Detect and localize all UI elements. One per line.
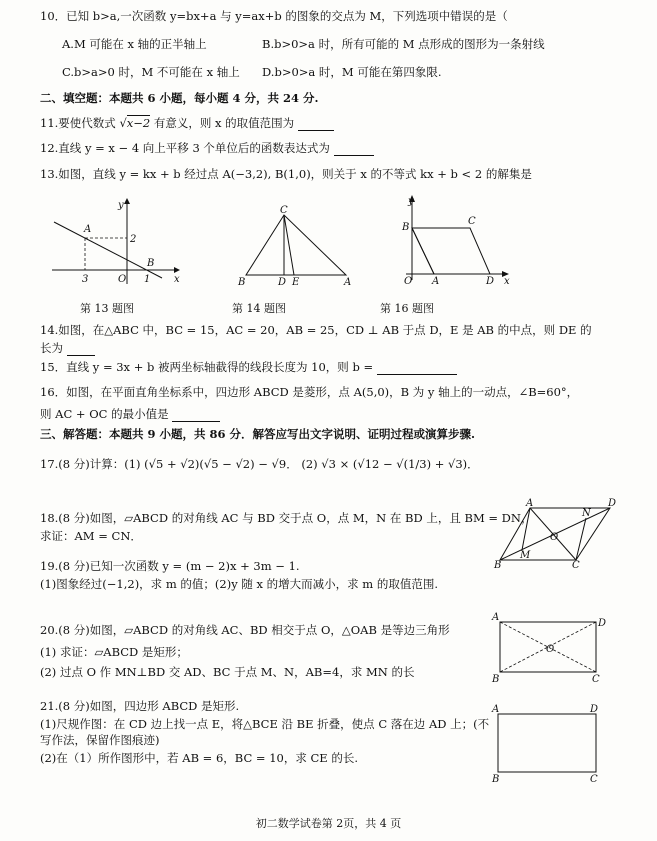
q12-text: 12.直线 y = x − 4 向上平移 3 个单位后的函数表达式为 bbox=[40, 141, 330, 155]
fig16-caption: 第 16 题图 bbox=[380, 302, 434, 315]
q10-option-b: B.b>0>a 时，所有可能的 M 点形成的图形为一条射线 bbox=[262, 37, 545, 51]
q14-line2-text: 长为 bbox=[40, 341, 63, 355]
figure-16 bbox=[398, 194, 513, 286]
fig21-label-a: A bbox=[492, 704, 500, 715]
fig13-label-x: x bbox=[174, 274, 180, 285]
fig16-label-d: D bbox=[486, 276, 495, 287]
q21-line3: 写作法，保留作图痕迹) bbox=[40, 733, 160, 747]
q11 bbox=[40, 115, 334, 131]
q11-post: 有意义，则 x 的取值范围为 bbox=[153, 116, 295, 130]
q13: 13.如图，直线 y = kx + b 经过点 A(−3,2), B(1,0)，则关于 x 的不等式 kx + b < 2 的解集是 bbox=[40, 167, 532, 181]
page-footer: 初二数学试卷第 2页，共 4 页 bbox=[255, 817, 402, 830]
q14-blank bbox=[67, 344, 95, 356]
fig16-label-o: O bbox=[404, 276, 413, 287]
q19-line2: (1)图象经过(−1,2)，求 m 的值；(2)y 随 x 的增大而减小，求 m 的取值范围. bbox=[40, 577, 439, 591]
q15-text: 15．直线 y = 3x + b 被两坐标轴截得的线段长度为 10，则 b = bbox=[40, 360, 374, 374]
fig13-tick-3: 3 bbox=[82, 274, 89, 285]
fig14-label-a: A bbox=[344, 277, 352, 288]
q12 bbox=[40, 140, 374, 156]
q10-option-d: D.b>0>a 时，M 可能在第四象限. bbox=[262, 65, 442, 79]
q16-blank bbox=[172, 410, 220, 422]
fig16-rhombus bbox=[412, 228, 490, 274]
q20-line2: (1) 求证：▱ABCD 是矩形； bbox=[40, 645, 188, 659]
fig20-label-a: A bbox=[492, 612, 500, 623]
fig20-label-b: B bbox=[492, 674, 500, 685]
q19-line1: 19.(8 分)已知一次函数 y = (m − 2)x + 3m − 1. bbox=[40, 559, 300, 573]
q21-line1: 21.(8 分)如图，四边形 ABCD 是矩形. bbox=[40, 699, 240, 713]
fig13-label-a: A bbox=[84, 224, 92, 235]
fig20-label-o: O bbox=[546, 644, 555, 655]
q21-line4: (2)在（1）所作图形中，若 AB = 6，BC = 10，求 CE 的长. bbox=[40, 751, 358, 765]
section-3-heading: 三、解答题：本题共 9 小题，共 86 分．解答应写出文字说明、证明过程或演算步骤. bbox=[40, 427, 476, 441]
fig14-label-d: D bbox=[278, 277, 287, 288]
figure-18 bbox=[496, 500, 621, 570]
q16-line1: 16．如图，在平面直角坐标系中，四边形 ABCD 是菱形，点 A(5,0)，B 为 y 轴上的一动点，∠B=60°， bbox=[40, 385, 579, 399]
section-2-heading: 二、填空题：本题共 6 小题，每小题 4 分，共 24 分. bbox=[40, 91, 319, 105]
q20-line1: 20.(8 分)如图，▱ABCD 的对角线 AC、BD 相交于点 O，△OAB 是等边三角形 bbox=[40, 623, 450, 637]
fig13-label-y: y bbox=[118, 200, 124, 211]
q10-stem: 10．已知 b>a,一次函数 y=bx+a 与 y=ax+b 的图象的交点为 M，下列选项中错误的是（ bbox=[40, 9, 508, 23]
fig14-caption: 第 14 题图 bbox=[232, 302, 286, 315]
q18-line1: 18.(8 分)如图，▱ABCD 的对角线 AC 与 BD 交于点 O，点 M，N 在 BD 上，且 BM = DN， bbox=[40, 511, 533, 525]
fig16-label-b: B bbox=[402, 222, 410, 233]
fig14-triangle bbox=[246, 215, 346, 275]
fig18-label-b: B bbox=[494, 560, 502, 571]
q14-line2 bbox=[40, 340, 95, 356]
q18-line2: 求证：AM = CN． bbox=[40, 529, 142, 543]
fig14-label-c: C bbox=[280, 205, 288, 216]
q11-radical: √x−2 bbox=[119, 116, 151, 130]
figure-21 bbox=[490, 704, 605, 784]
fig14-label-b: B bbox=[238, 277, 246, 288]
figure-13 bbox=[52, 196, 182, 286]
fig18-label-c: C bbox=[572, 560, 580, 571]
q15-blank bbox=[377, 363, 457, 375]
q12-blank bbox=[334, 144, 374, 156]
fig13-tick-1: 1 bbox=[144, 274, 151, 285]
figure-14 bbox=[236, 205, 356, 288]
fig13-label-o: O bbox=[118, 274, 127, 285]
fig16-label-c: C bbox=[468, 216, 476, 227]
fig18-label-d: D bbox=[608, 498, 617, 509]
fig16-label-x: x bbox=[504, 276, 510, 287]
fig13-label-b: B bbox=[147, 258, 155, 269]
fig18-label-o: O bbox=[550, 532, 559, 543]
fig16-label-a: A bbox=[432, 276, 440, 287]
q11-blank bbox=[298, 119, 334, 131]
fig21-label-b: B bbox=[492, 774, 500, 785]
fig18-label-n: N bbox=[582, 508, 591, 519]
fig13-tick-2: 2 bbox=[130, 234, 137, 245]
fig20-label-c: C bbox=[592, 674, 600, 685]
q10-option-c: C.b>a>0 时，M 不可能在 x 轴上 bbox=[62, 65, 240, 79]
q14-line1: 14.如图，在△ABC 中，BC = 15，AC = 20，AB = 25，CD ⊥ AB 于点 D，E 是 AB 的中点，则 DE 的 bbox=[40, 323, 592, 337]
fig21-label-c: C bbox=[590, 774, 598, 785]
q20-line3: (2) 过点 O 作 MN⊥BD 交 AD、BC 于点 M、N，AB=4，求 MN 的长 bbox=[40, 665, 415, 679]
fig14-label-e: E bbox=[292, 277, 300, 288]
figure-20 bbox=[490, 612, 607, 685]
fig21-rectangle bbox=[498, 714, 596, 772]
q16-line2-text: 则 AC + OC 的最小值是 bbox=[40, 407, 169, 421]
q15 bbox=[40, 359, 457, 375]
q17: 17.(8 分)计算：(1) (√5 + √2)(√5 − √2) − √9． (2) √3 × (√12 − √(1/3) + √3)． bbox=[40, 457, 479, 471]
q10-option-a: A.M 可能在 x 轴的正半轴上 bbox=[62, 37, 207, 51]
q11-pre: 11.要使代数式 bbox=[40, 116, 116, 130]
fig21-label-d: D bbox=[590, 704, 599, 715]
fig18-label-a: A bbox=[526, 498, 534, 509]
fig20-label-d: D bbox=[598, 618, 607, 629]
fig18-label-m: M bbox=[520, 550, 531, 561]
q16-line2 bbox=[40, 406, 220, 422]
fig16-label-y: y bbox=[408, 196, 414, 207]
fig13-caption: 第 13 题图 bbox=[80, 302, 134, 315]
q21-line2: (1)尺规作图：在 CD 边上找一点 E，将△BCE 沿 BE 折叠，使点 C 落在边 AD 上；(不 bbox=[40, 717, 490, 731]
